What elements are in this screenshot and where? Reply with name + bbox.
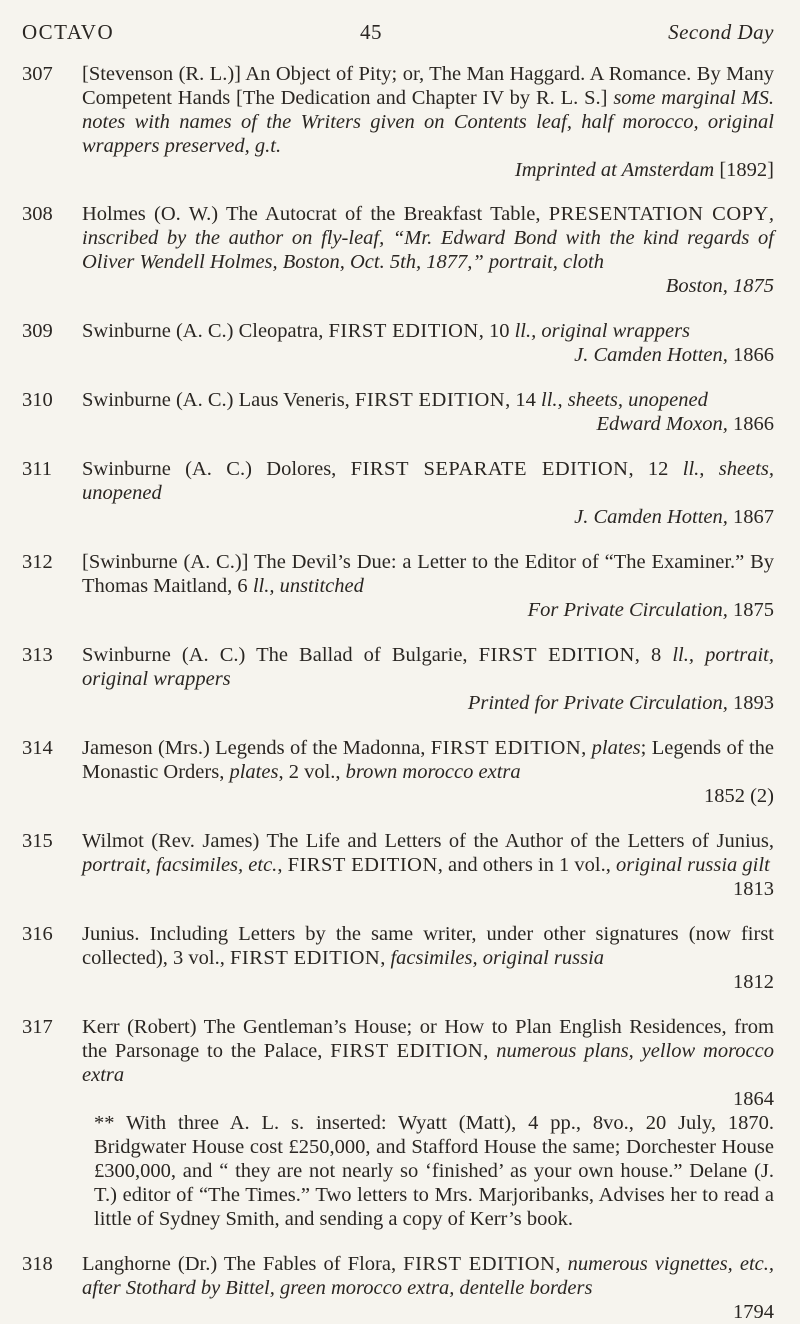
text-segment: , and others in 1 vol., — [437, 854, 616, 876]
text-segment: 1794 — [733, 1301, 774, 1323]
text-segment: 1866 — [727, 413, 774, 435]
text-segment: Imprinted at Amsterdam — [514, 159, 715, 181]
text-segment: ; Legends of the Monastic Orders, — [82, 737, 775, 783]
lot-imprint — [82, 412, 774, 436]
catalogue-entry — [22, 643, 774, 715]
text-segment: Printed for Private Circulation, — [467, 692, 728, 714]
catalogue-entry — [22, 922, 774, 994]
text-segment: FIRST EDITION — [287, 854, 438, 876]
text-segment: Swinburne (A. C.) Laus Veneris, — [82, 389, 355, 411]
lot-description — [82, 736, 774, 784]
text-segment: 1866 — [727, 344, 774, 366]
lot-imprint — [82, 1087, 774, 1111]
lot-number: 313 — [22, 644, 53, 666]
text-segment: 1812 — [733, 971, 774, 993]
catalogue-entry — [22, 319, 774, 367]
page-number: 45 — [360, 20, 382, 44]
lot-description — [82, 922, 774, 970]
lot-description — [82, 62, 774, 158]
lot-note: ** With three A. L. s. inserted: Wyatt (Matt), 4 pp., 8vo., 20 July, 1870. Bridgwater House cost £250,000, and Stafford House the same; Dorchester House £300,000, and “ they are not nearly so ‘finished’ as your own house.” Delane (J. T.) editor of “The Times.” Two letters to Mrs. Marjoribanks, Advises her to read a little of Sydney Smith, and sending a copy of Kerr’s book. — [94, 1112, 774, 1230]
catalogue-entry — [22, 62, 774, 182]
text-segment: Swinburne (A. C.) Dolores, — [82, 458, 351, 480]
header-format: OCTAVO — [22, 20, 115, 44]
catalogue-entry — [22, 1252, 774, 1324]
catalogue-entry — [22, 829, 774, 901]
catalogue-entry — [22, 736, 774, 808]
text-segment: PRESENTATION COPY — [548, 203, 769, 225]
text-segment: FIRST SEPARATE EDITION — [350, 458, 629, 480]
lot-number: 314 — [22, 737, 53, 759]
catalogue-entries — [22, 62, 774, 1324]
text-segment: 1864 — [733, 1088, 774, 1110]
text-segment: , 12 — [628, 458, 683, 480]
text-segment: , 10 — [478, 320, 515, 342]
catalogue-entry — [22, 1015, 774, 1231]
lot-number: 318 — [22, 1253, 53, 1275]
text-segment: ll., original wrappers — [514, 320, 691, 342]
text-segment: , — [581, 737, 592, 759]
text-segment: Swinburne (A. C.) The Ballad of Bulgarie, — [82, 644, 479, 666]
text-segment: facsimiles, original russia — [390, 947, 605, 969]
lot-number: 317 — [22, 1016, 53, 1038]
lot-number: 310 — [22, 389, 53, 411]
lot-number: 316 — [22, 923, 53, 945]
text-segment: ll., sheets, unopened — [541, 389, 708, 411]
lot-imprint — [82, 784, 774, 808]
text-segment: , 14 — [505, 389, 541, 411]
text-segment: , 2 vol., — [278, 761, 346, 783]
text-segment: numerous vignettes, etc., after Stothard by Bittel, green morocco extra, dentelle borders — [82, 1253, 775, 1299]
text-segment: brown morocco extra — [345, 761, 521, 783]
lot-number: 315 — [22, 830, 53, 852]
lot-number: 309 — [22, 320, 53, 342]
catalogue-entry — [22, 457, 774, 529]
lot-imprint — [82, 1300, 774, 1324]
text-segment: Jameson (Mrs.) Legends of the Madonna, — [82, 737, 431, 759]
text-segment: FIRST EDITION — [330, 1040, 484, 1062]
text-segment: some marginal MS. notes with names of the Writers given on Contents leaf, half morocco, original wrappers preserved, g.t. — [82, 87, 774, 157]
header-day: Second Day — [668, 20, 774, 44]
text-segment: Holmes (O. W.) The Autocrat of the Breakfast Table, — [82, 203, 549, 225]
text-segment: , — [380, 947, 391, 969]
page-header — [22, 20, 774, 50]
text-segment: , — [483, 1040, 497, 1062]
lot-description — [82, 829, 774, 877]
text-segment: Edward Moxon, — [596, 413, 728, 435]
text-segment: ll., sheets, unopened — [82, 458, 775, 504]
text-segment: , — [555, 1253, 568, 1275]
lot-number: 311 — [22, 458, 52, 480]
lot-imprint — [82, 970, 774, 994]
lot-imprint — [82, 691, 774, 715]
text-segment: ll., unstitched — [252, 575, 364, 597]
lot-description — [82, 319, 774, 343]
text-segment: 1875 — [727, 599, 774, 621]
text-segment: Wilmot (Rev. James) The Life and Letters of the Author of the Letters of Junius, — [82, 830, 774, 852]
text-segment: , — [277, 854, 288, 876]
lot-number: 312 — [22, 551, 53, 573]
text-segment: , inscribed by the author on fly-leaf, “Mr. Edward Bond with the kind regards of Oliver Wendell Holmes, Boston, Oct. 5th, 1877,” portrait, cloth — [82, 203, 774, 273]
text-segment: Junius. Including Letters by the same writer, under other signatures (now first collected), 3 vol., — [82, 923, 774, 969]
text-segment: Boston, 1875 — [665, 275, 774, 297]
lot-description — [82, 457, 774, 505]
text-segment: [Swinburne (A. C.)] The Devil’s Due: a Letter to the Editor of “The Examiner.” By Thomas Maitland, 6 — [82, 551, 774, 597]
lot-imprint — [82, 158, 774, 182]
text-segment: plates — [591, 737, 641, 759]
text-segment: FIRST EDITION — [230, 947, 381, 969]
text-segment: J. Camden Hotten, — [574, 506, 728, 528]
text-segment: FIRST EDITION — [478, 644, 635, 666]
text-segment: 1893 — [727, 692, 774, 714]
text-segment: FIRST EDITION — [430, 737, 582, 759]
text-segment: plates — [229, 761, 279, 783]
text-segment: Kerr (Robert) The Gentleman’s House; or How to Plan English Residences, from the Parsonage to the Palace, — [82, 1016, 774, 1062]
text-segment: FIRST EDITION — [354, 389, 506, 411]
lot-description — [82, 388, 774, 412]
text-segment: numerous plans, yellow morocco extra — [82, 1040, 774, 1086]
catalogue-entry — [22, 388, 774, 436]
text-segment: portrait, facsimiles, etc. — [82, 854, 278, 876]
catalogue-entry — [22, 202, 774, 298]
text-segment: 1867 — [727, 506, 774, 528]
text-segment: [1892] — [714, 159, 774, 181]
lot-description — [82, 1252, 774, 1300]
text-segment: 1852 (2) — [703, 785, 774, 807]
text-segment: FIRST EDITION — [328, 320, 479, 342]
text-segment: Swinburne (A. C.) Cleopatra, — [82, 320, 329, 342]
lot-imprint — [82, 343, 774, 367]
text-segment: original russia gilt — [615, 854, 770, 876]
catalogue-entry — [22, 550, 774, 622]
text-segment: FIRST EDITION — [403, 1253, 556, 1275]
lot-imprint — [82, 598, 774, 622]
text-segment: ll., portrait, original wrappers — [82, 644, 775, 690]
lot-description — [82, 550, 774, 598]
lot-imprint — [82, 877, 774, 901]
text-segment: , 8 — [634, 644, 673, 666]
text-segment: [Stevenson (R. L.)] An Object of Pity; or, The Man Haggard. A Romance. By Many Competent Hands [The Dedication and Chapter IV by R. L. S.] — [82, 63, 774, 109]
text-segment: For Private Circulation, — [527, 599, 728, 621]
lot-description — [82, 643, 774, 691]
lot-description — [82, 1015, 774, 1087]
lot-number: 307 — [22, 63, 53, 85]
text-segment: J. Camden Hotten, — [574, 344, 728, 366]
lot-imprint — [82, 274, 774, 298]
text-segment: 1813 — [733, 878, 774, 900]
text-segment: Langhorne (Dr.) The Fables of Flora, — [82, 1253, 404, 1275]
lot-imprint — [82, 505, 774, 529]
lot-description — [82, 202, 774, 274]
lot-number: 308 — [22, 203, 53, 225]
